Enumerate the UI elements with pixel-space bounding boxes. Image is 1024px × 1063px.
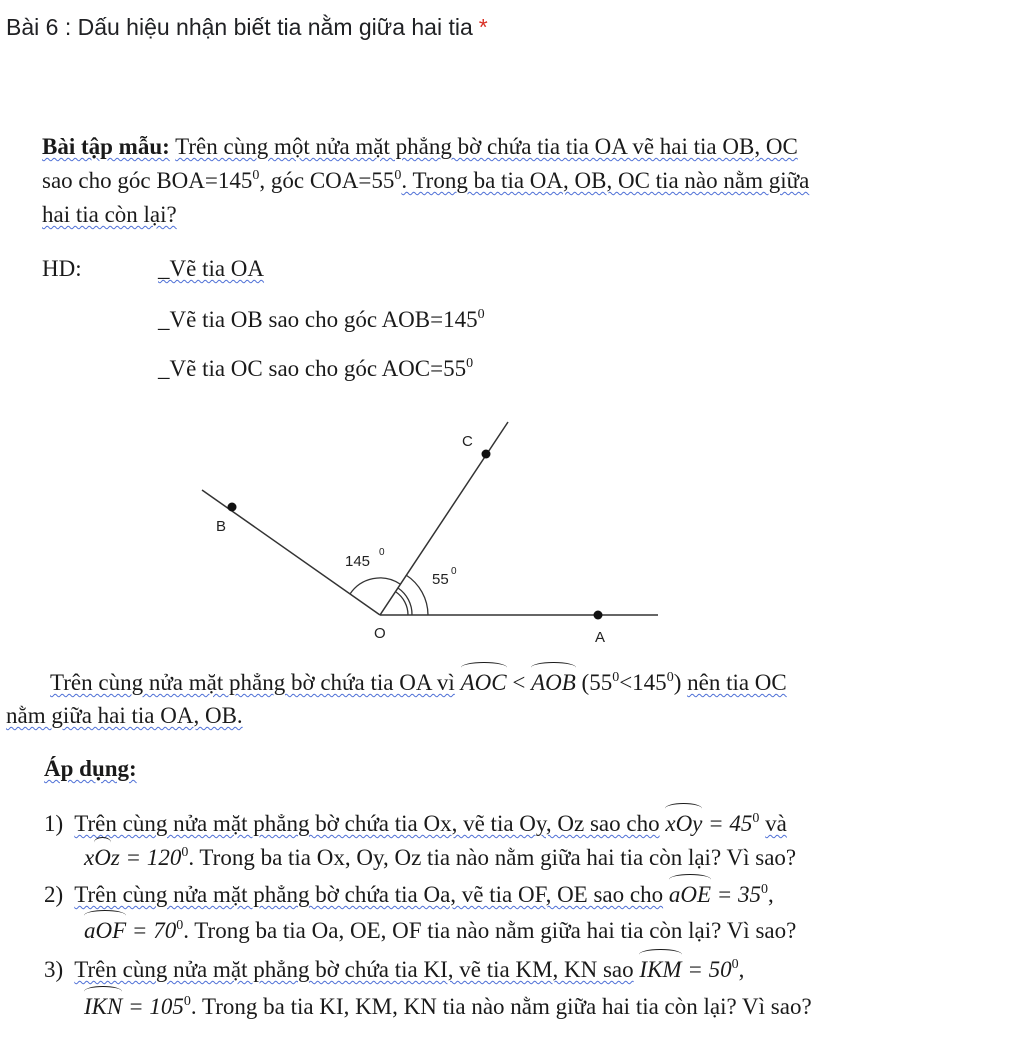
conclusion-line-2: nằm giữa hai tia OA, OB.: [6, 703, 243, 728]
apply-item-1-line-1: 1) Trên cùng nửa mặt phẳng bờ chứa tia Ox, vẽ tia Oy, Oz sao cho xOy = $45^0$ và: [44, 811, 787, 836]
point-c: [482, 450, 491, 459]
point-a: [594, 611, 603, 620]
example-text-3: hai tia còn lại?: [42, 202, 177, 227]
required-mark: *: [478, 14, 488, 40]
example-line-3: [42, 202, 177, 228]
question-title-text: Bài 6 : Dấu hiệu nhận biết tia nằm giữa hai tia: [6, 14, 473, 40]
label-a: A: [595, 629, 606, 646]
arc-145: [350, 578, 400, 594]
apply-item-3-line-1: 3) Trên cùng nửa mặt phẳng bờ chứa tia KI, vẽ tia KM, KN sao IKM = $50^0$,: [44, 957, 745, 982]
hint-step-3: _Vẽ tia OC sao cho góc $AOC=55^0$: [158, 356, 474, 381]
conclusion-line-1: Trên cùng nửa mặt phẳng bờ chứa tia OA vì AOC < AOB $(55^0<145^0)$ nên tia OC: [50, 670, 787, 695]
angle-aob: AOB: [531, 670, 576, 695]
example-text-2b: , góc COA=55: [259, 168, 395, 193]
apply-item-2-line-1: 2) Trên cùng nửa mặt phẳng bờ chứa tia Oa, vẽ tia OF, OE sao cho aOE = $35^0$,: [44, 882, 774, 907]
example-text-2c: . Trong ba tia OA, OB, OC tia nào nằm giữa: [401, 168, 810, 193]
example-text-2a: sao cho góc BOA=145: [42, 168, 253, 193]
example-text-1: Trên cùng một nửa mặt phẳng bờ chứa tia tia OA vẽ hai tia OB, OC: [175, 134, 798, 159]
label-55: 55: [432, 571, 449, 588]
label-b: B: [216, 518, 227, 535]
angle-figure: [180, 412, 680, 652]
apply-item-2-line-2: aOF = $70^0$. Trong ba tia Oa, OE, OF tia nào nằm giữa hai tia còn lại? Vì sao?: [84, 918, 797, 943]
hint-label: HD:: [42, 256, 82, 281]
svg-text:0: 0: [379, 547, 385, 558]
angle-ikn: IKN: [84, 994, 123, 1019]
label-145: 145: [345, 553, 371, 570]
angle-aoc: AOC: [460, 670, 507, 695]
svg-text:0: 0: [451, 566, 457, 577]
angle-aoe: aOE: [668, 882, 712, 907]
example-heading: Bài tập mẫu:: [42, 134, 170, 159]
point-b: [228, 503, 237, 512]
apply-item-1-line-2: xOz = $120^0$. Trong ba tia Ox, Oy, Oz tia nào nằm giữa hai tia còn lại? Vì sao?: [84, 845, 797, 870]
hint-step-1: _Vẽ tia OA: [158, 256, 265, 281]
label-c: C: [462, 433, 473, 450]
example-line-1: [42, 134, 798, 160]
hint-step-2: _Vẽ tia OB sao cho góc $AOB=145^0$: [158, 307, 485, 332]
angle-xoy: xOy: [665, 811, 703, 836]
apply-heading: Áp dụng:: [44, 756, 137, 781]
arc-55-wide: [406, 575, 428, 615]
angle-aof: aOF: [84, 918, 127, 943]
angle-ikm: IKM: [639, 957, 682, 982]
label-o: O: [374, 625, 386, 642]
apply-item-3-line-2: IKN = $105^0$. Trong ba tia KI, KM, KN tia nào nằm giữa hai tia còn lại? Vì sao?: [84, 994, 812, 1019]
angle-xoz: O: [94, 845, 111, 870]
example-line-2: sao cho góc $BOA=145^0$, góc $COA=55^0$. Trong ba tia OA, OB, OC tia nào nằm giữa: [42, 168, 810, 193]
